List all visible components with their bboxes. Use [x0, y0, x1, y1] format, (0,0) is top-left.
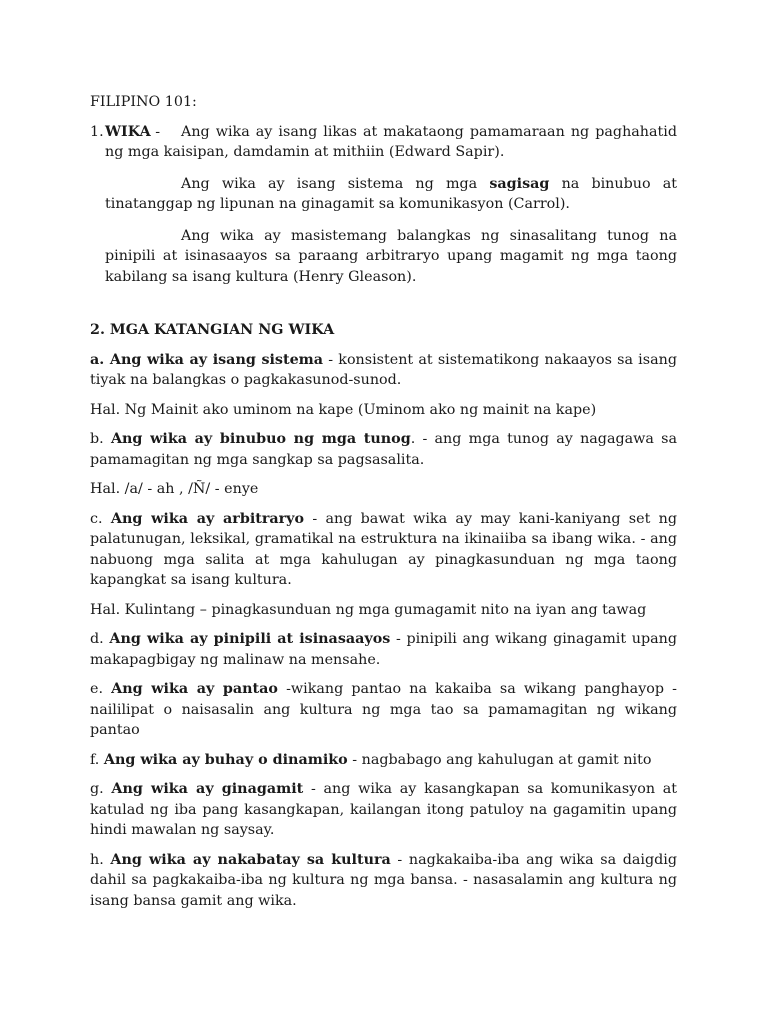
list-item [90, 350, 677, 391]
definition-keyword: sagisag [489, 175, 550, 192]
list-item [90, 679, 677, 741]
item-heading: Ang wika ay nakabatay sa kultura [110, 851, 391, 868]
item-heading: Ang wika ay buhay o dinamiko [103, 751, 348, 768]
list-item [90, 509, 677, 591]
list-item [90, 750, 677, 771]
item-label: a. [90, 351, 105, 368]
item-heading: Ang wika ay pantao [111, 681, 278, 697]
item-label: f. [90, 751, 100, 768]
wika-dash: - [150, 123, 161, 140]
item-text: - konsistent at sistematikong nakaayos sa isang tiyak na balangkas o pagkakasunod-sunod. [90, 351, 677, 388]
item-text: - ang wika ay kasangkapan sa komunikasyon at katulad ng iba pang kasangkapan, kailangan itong patuloy na gagamitin upang hindi mawalan ng saysay. [90, 781, 678, 838]
item-heading: Ang wika ay pinipili at isinasaayos [109, 631, 391, 647]
item-heading: Ang wika ay isang sistema [109, 351, 324, 368]
list-item [90, 429, 677, 470]
example-line: Hal. /a/ - ah , /Ñ/ - enye [90, 481, 259, 497]
item-label: d. [90, 631, 104, 647]
document-title: FILIPINO 101: [90, 94, 197, 110]
item-text: - nagkakaiba-iba ang wika sa daigdig dahil sa pagkakaiba-iba ng kultura ng mga bansa. - nasasalamin ang kultura ng isang bansa gamit ang wika. [90, 851, 678, 909]
item-text: - ang bawat wika ay may kani-kaniyang set ng palatunugan, leksikal, gramatikal na estruktura na ikinaiiba sa ibang wika. - ang nabuong mga salita at mga kahulugan ay pinagkasunduan ng mga taong kapangkat sa isang kultura. [90, 510, 677, 588]
item-label: c. [90, 510, 103, 527]
list-item [90, 850, 677, 912]
item-text: . - ang mga tunog ay nagagawa sa pamamagitan ng mga sangkap sa pagsasalita. [90, 431, 677, 468]
wika-term: WIKA [105, 123, 151, 140]
list-item [90, 629, 677, 670]
wika-definition-text: Ang wika ay isang likas at makataong pamamaraan ng paghahatid ng mga kaisipan, damdamin at mithiin (Edward Sapir). [105, 123, 677, 160]
item-label: e. [90, 681, 104, 697]
wika-definition-gleason: Ang wika ay masistemang balangkas ng sinasalitang tunog na pinipili at isinasaayos sa paraang arbitraryo upang magamit ng mga taong kabilang sa isang kultura (Henry Gleason). [105, 227, 677, 285]
list-item [90, 779, 677, 841]
item-label: h. [90, 851, 104, 868]
item-text: - pinipili ang wikang ginagamit upang makapagbigay ng malinaw na mensahe. [90, 631, 677, 668]
wika-number: 1. [90, 123, 104, 140]
wika-term-lead [105, 122, 181, 143]
document-page [90, 92, 677, 920]
item-text: -wikang pantao na kakaiba sa wikang panghayop - naililipat o naisasalin ang kultura ng mga tao sa pamamagitan ng wikang pantao [90, 681, 678, 738]
item-heading: Ang wika ay ginagamit [111, 781, 304, 797]
section-heading: 2. MGA KATANGIAN NG WIKA [90, 322, 335, 338]
example-line: Hal. Kulintang – pinagkasunduan ng mga gumagamit nito na iyan ang tawag [90, 601, 647, 618]
item-heading: Ang wika ay binubuo ng mga tunog [110, 431, 411, 447]
example-line: Hal. Ng Mainit ako uminom na kape (Uminom ako ng mainit na kape) [90, 401, 597, 418]
item-text: - nagbabago ang kahulugan at gamit nito [347, 751, 652, 768]
wika-definition-sapir [90, 122, 677, 163]
definition-text: na binubuo at tinatanggap ng lipunan na ginagamit sa komunikasyon (Carrol). [105, 175, 677, 212]
definition-text: Ang wika ay isang sistema ng mga [181, 175, 490, 192]
item-label: b. [90, 431, 104, 447]
item-label: g. [90, 781, 104, 797]
item-heading: Ang wika ay arbitraryo [110, 510, 305, 527]
wika-definition-carrol [90, 174, 677, 215]
